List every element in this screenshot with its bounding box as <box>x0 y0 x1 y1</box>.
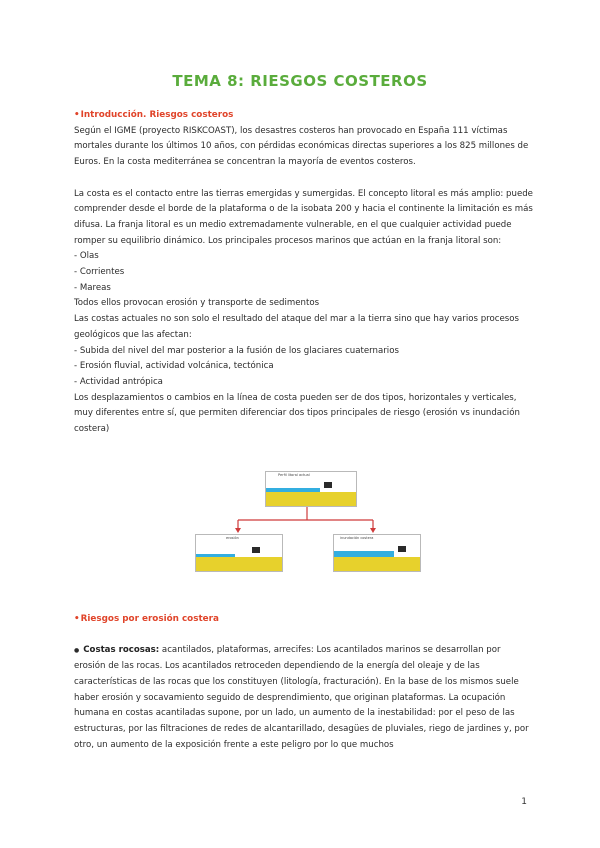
intro-paragraph-1: Según el IGME (proyecto RISKCOAST), los desastres costeros han provocado en España 111 víctimas mortales durante los últimos 10 años, con pérdidas económicas directas superiores a los 825 millones de Euros. En la costa mediterránea se concentran la mayoría de eventos costeros. <box>74 125 529 168</box>
diagram-label-current: Perfil litoral actual <box>278 473 310 477</box>
diagram-panel-flooding <box>333 534 421 572</box>
house-icon <box>324 482 332 488</box>
intro-paragraph-5: Los desplazamientos o cambios en la línea de costa pueden ser de dos tipos, horizontales y verticales, muy diferentes entre sí, que permiten diferenciar dos tipos principales de riesgo (erosión vs inundación costera) <box>74 392 520 435</box>
section-heading-text: Introducción. Riesgos costeros <box>80 110 234 120</box>
list-bullet: ● <box>74 647 80 655</box>
rocky-coasts-text: acantilados, plataformas, arrecifes: Los acantilados marinos se desarrollan por erosión de las rocas. Los acantilados retroceden dependiendo de la energía del oleaje y de las características de las rocas que los constituyen (litología, fracturación). En la base de los mismos suele haber erosión y socavamiento seguido de desprendimiento, que originan plataformas. La ocupación humana en costas acantiladas supone, por un lado, un aumento de la inestabilidad: por el peso de las estructuras, por las filtraciones de redes de alcantarillado, desagües de pluviales, riego de jardines y, por otro, un aumento de la exposición frente a este peligro por lo que muchos <box>74 645 529 750</box>
erosion-section <box>74 612 534 753</box>
intro-paragraph-3: Todos ellos provocan erosión y transporte de sedimentos <box>74 298 320 309</box>
page-number: 1 <box>521 797 527 807</box>
rocky-coasts-paragraph <box>74 643 534 753</box>
diagram-label-flooding: inundación costera <box>340 536 374 540</box>
geo-item-sea-level: - Subida del nivel del mar posterior a la fusión de los glaciares cuaternarios <box>74 345 399 356</box>
rocky-coasts-term: Costas rocosas: <box>83 645 160 656</box>
process-item-mareas: - Mareas <box>74 282 111 293</box>
section-bullet: • <box>74 614 80 624</box>
coastal-risk-diagram <box>193 464 443 584</box>
diagram-panel-erosion <box>195 534 283 572</box>
intro-paragraph-2: La costa es el contacto entre las tierras emergidas y sumergidas. El concepto litoral es más amplio: puede comprender desde el borde de la plataforma o de la isobata 200 y hacia el continente la limitación es más difusa. La franja litoral es un medio extremadamente vulnerable, en el que cualquier actividad puede romper su equilibrio dinámico. Los principales procesos marinos que actúan en la franja litoral son: <box>74 188 533 246</box>
process-item-olas: - Olas <box>74 251 99 262</box>
intro-section <box>74 108 534 438</box>
intro-paragraph-4: Las costas actuales no son solo el resultado del ataque del mar a la tierra sino que hay varios procesos geológicos que las afectan: <box>74 314 519 340</box>
section-heading-erosion <box>74 612 534 628</box>
geo-item-fluvial: - Erosión fluvial, actividad volcánica, tectónica <box>74 361 274 372</box>
page-title: TEMA 8: RIESGOS COSTEROS <box>172 72 428 90</box>
house-icon <box>398 546 406 552</box>
diagram-panel-current <box>265 471 357 507</box>
diagram-label-erosion: erosión <box>226 536 239 540</box>
section-heading-intro <box>74 108 534 124</box>
house-icon <box>252 547 260 553</box>
section-heading-text: Riesgos por erosión costera <box>80 614 219 624</box>
process-item-corrientes: - Corrientes <box>74 267 125 278</box>
section-bullet: • <box>74 110 80 120</box>
geo-item-anthropic: - Actividad antrópica <box>74 376 163 387</box>
